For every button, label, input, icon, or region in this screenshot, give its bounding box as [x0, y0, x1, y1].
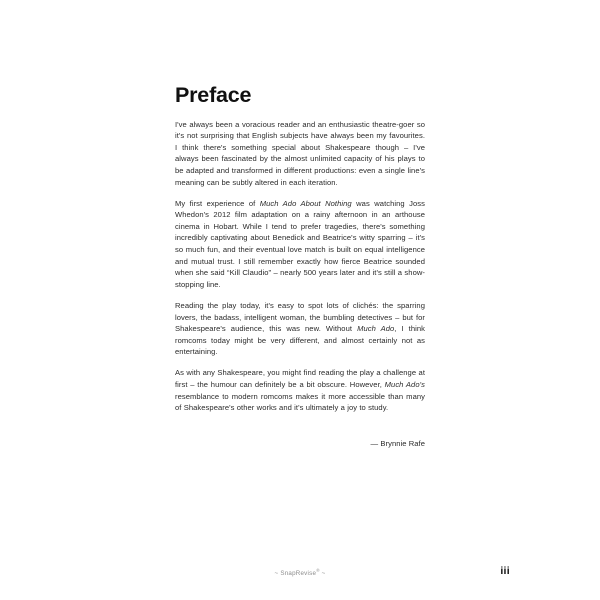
paragraph-3-run-3: , I think romcoms today might be very different, and almost certainly not as entertaining.	[175, 324, 425, 357]
title-much-ados: Much Ado's	[384, 380, 425, 390]
text-column	[175, 84, 425, 449]
paragraph-2	[175, 198, 425, 291]
footer-brand-logo	[0, 567, 600, 577]
paragraph-4-run-3: resemblance to modern romcoms makes it more accessible than many of Shakespeare's other works and it's ultimately a joy to study.	[175, 391, 425, 413]
title-much-ado-about-nothing: Much Ado About Nothing	[259, 198, 352, 208]
paragraph-2-run-3: was watching Joss Whedon's 2012 film adaptation on a rainy afternoon in an arthouse cinema in Hobart. While I tend to prefer tragedies, there's something incredibly captivating about Benedick and Beatrice's witty sparring – it's so much fun, and their eventual love match is built on equal intelligence and mutual trust. I still remember exactly how fierce Beatrice sounded when she said “Kill Claudio” – nearly 500 years later and it's still a show-stopping line.	[175, 198, 425, 289]
paragraph-3-run-1: Reading the play today, it's easy to spot lots of clichés: the sparring lovers, the badass, intelligent woman, the bumbling detectives – but for Shakespeare's audience, this was new. Without	[175, 300, 425, 334]
footer-brand-suffix: ~	[319, 570, 326, 577]
paragraph-1	[175, 119, 425, 189]
author-signature: — Brynnie Rafe	[370, 438, 425, 448]
paragraph-4	[175, 367, 425, 413]
page-title: Preface	[175, 83, 252, 107]
footer-brand-name: SnapRevise	[280, 570, 317, 577]
registered-trademark-icon: ®	[316, 567, 320, 573]
page-number: iii	[500, 565, 510, 577]
footer-brand-prefix: ~	[274, 570, 281, 577]
paragraph-3	[175, 300, 425, 358]
paragraph-1-run-1: I've always been a voracious reader and an enthusiastic theatre-goer so it's not surprising that English subjects have always been my favourites. I think there's something special about Shakespeare though – I've always been fascinated by the almost unlimited capacity of his plays to be adapted and transformed in different productions: even a single line's meaning can be subtly altered in each iteration.	[175, 119, 425, 187]
page-footer	[0, 560, 600, 600]
title-much-ado: Much Ado	[357, 324, 395, 334]
paragraph-4-run-1: As with any Shakespeare, you might find reading the play a challenge at first – the humour can definitely be a bit obscure. However,	[175, 368, 425, 390]
paragraph-2-run-1: My first experience of	[175, 198, 260, 208]
